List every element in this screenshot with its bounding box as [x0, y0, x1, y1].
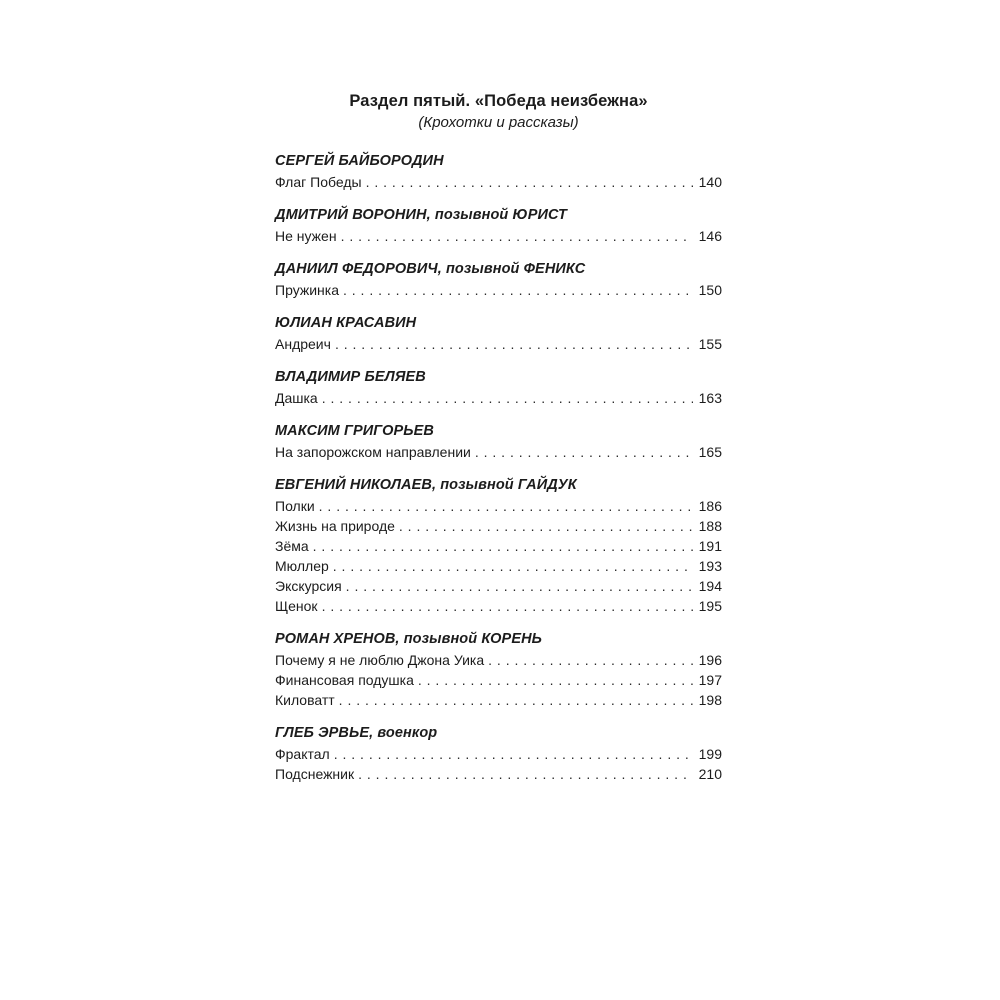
toc-section — [275, 151, 722, 192]
entry-page-number: 194 — [698, 578, 722, 594]
toc-entry — [275, 650, 722, 670]
page-subtitle: (Крохотки и рассказы) — [418, 114, 579, 131]
entry-title: На запорожском направлении — [275, 444, 471, 460]
entry-title: Зёма — [275, 538, 309, 554]
author-entries — [275, 334, 722, 354]
dot-leader — [334, 744, 693, 764]
entry-page-number: 186 — [698, 498, 722, 514]
toc-entry — [275, 172, 722, 192]
author-heading: ВЛАДИМИР БЕЛЯЕВ — [275, 369, 426, 385]
toc-entry — [275, 280, 722, 300]
author-entries — [275, 496, 722, 616]
entry-page-number: 199 — [698, 746, 722, 762]
toc-entry — [275, 226, 722, 246]
entry-page-number: 196 — [698, 652, 722, 668]
toc-content — [275, 90, 722, 797]
dot-leader — [319, 496, 693, 516]
entry-page-number: 150 — [698, 282, 722, 298]
dot-leader — [488, 650, 693, 670]
entry-page-number: 188 — [698, 518, 722, 534]
entry-title: Полки — [275, 498, 315, 514]
author-entries — [275, 226, 722, 246]
author-heading: ЮЛИАН КРАСАВИН — [275, 315, 417, 331]
entry-title: Андреич — [275, 336, 331, 352]
dot-leader — [366, 172, 693, 192]
entry-page-number: 210 — [698, 766, 722, 782]
entry-title: Подснежник — [275, 766, 355, 782]
dot-leader — [339, 690, 693, 710]
entry-page-number: 195 — [698, 598, 722, 614]
entry-page-number: 155 — [698, 336, 722, 352]
entry-title: Мюллер — [275, 558, 329, 574]
toc-entry — [275, 690, 722, 710]
toc-entry — [275, 516, 722, 536]
dot-leader — [343, 280, 693, 300]
dot-leader — [346, 576, 693, 596]
toc-section — [275, 629, 722, 710]
toc-entry — [275, 556, 722, 576]
toc-entry — [275, 388, 722, 408]
author-entries — [275, 650, 722, 710]
toc-section — [275, 259, 722, 300]
toc-entry — [275, 670, 722, 690]
entry-title: Щенок — [275, 598, 318, 614]
toc-heading-block — [275, 90, 722, 134]
author-entries — [275, 442, 722, 462]
dot-leader — [341, 226, 693, 246]
entry-title: Финансовая подушка — [275, 672, 414, 688]
dot-leader — [475, 442, 693, 462]
dot-leader — [322, 596, 693, 616]
author-heading: ДМИТРИЙ ВОРОНИН, позывной ЮРИСТ — [275, 207, 568, 223]
author-heading: ГЛЕБ ЭРВЬЕ, военкор — [275, 725, 438, 741]
toc-section — [275, 367, 722, 408]
entry-title: Киловатт — [275, 692, 335, 708]
page-title: Раздел пятый. «Победа неизбежна» — [349, 92, 648, 110]
entry-title: Дашка — [275, 390, 318, 406]
dot-leader — [358, 764, 693, 784]
toc-entry — [275, 744, 722, 764]
toc-entry — [275, 496, 722, 516]
entry-title: Пружинка — [275, 282, 339, 298]
toc-entry — [275, 536, 722, 556]
entry-page-number: 163 — [698, 390, 722, 406]
toc-entry — [275, 334, 722, 354]
entry-title: Экскурсия — [275, 578, 342, 594]
author-heading: СЕРГЕЙ БАЙБОРОДИН — [275, 153, 444, 169]
dot-leader — [313, 536, 693, 556]
author-entries — [275, 388, 722, 408]
toc-section — [275, 723, 722, 784]
author-heading: ЕВГЕНИЙ НИКОЛАЕВ, позывной ГАЙДУК — [275, 477, 577, 493]
entry-page-number: 165 — [698, 444, 722, 460]
toc-entry — [275, 596, 722, 616]
toc-section — [275, 421, 722, 462]
dot-leader — [335, 334, 693, 354]
toc-entry — [275, 576, 722, 596]
entry-title: Не нужен — [275, 228, 337, 244]
author-entries — [275, 172, 722, 192]
entry-page-number: 191 — [698, 538, 722, 554]
entry-title: Жизнь на природе — [275, 518, 395, 534]
author-heading: МАКСИМ ГРИГОРЬЕВ — [275, 423, 434, 439]
toc-entry — [275, 442, 722, 462]
entry-page-number: 198 — [698, 692, 722, 708]
entry-page-number: 140 — [698, 174, 722, 190]
entry-title: Флаг Победы — [275, 174, 362, 190]
toc-entry — [275, 764, 722, 784]
dot-leader — [322, 388, 693, 408]
entry-page-number: 146 — [698, 228, 722, 244]
dot-leader — [418, 670, 693, 690]
entry-title: Почему я не люблю Джона Уика — [275, 652, 485, 668]
entry-page-number: 197 — [698, 672, 722, 688]
dot-leader — [333, 556, 693, 576]
toc-section — [275, 313, 722, 354]
dot-leader — [399, 516, 693, 536]
toc-sections — [275, 151, 722, 784]
author-entries — [275, 744, 722, 784]
entry-title: Фрактал — [275, 746, 330, 762]
toc-section — [275, 205, 722, 246]
author-entries — [275, 280, 722, 300]
author-heading: ДАНИИЛ ФЕДОРОВИЧ, позывной ФЕНИКС — [275, 261, 586, 277]
toc-section — [275, 475, 722, 616]
entry-page-number: 193 — [698, 558, 722, 574]
author-heading: РОМАН ХРЕНОВ, позывной КОРЕНЬ — [275, 631, 543, 647]
